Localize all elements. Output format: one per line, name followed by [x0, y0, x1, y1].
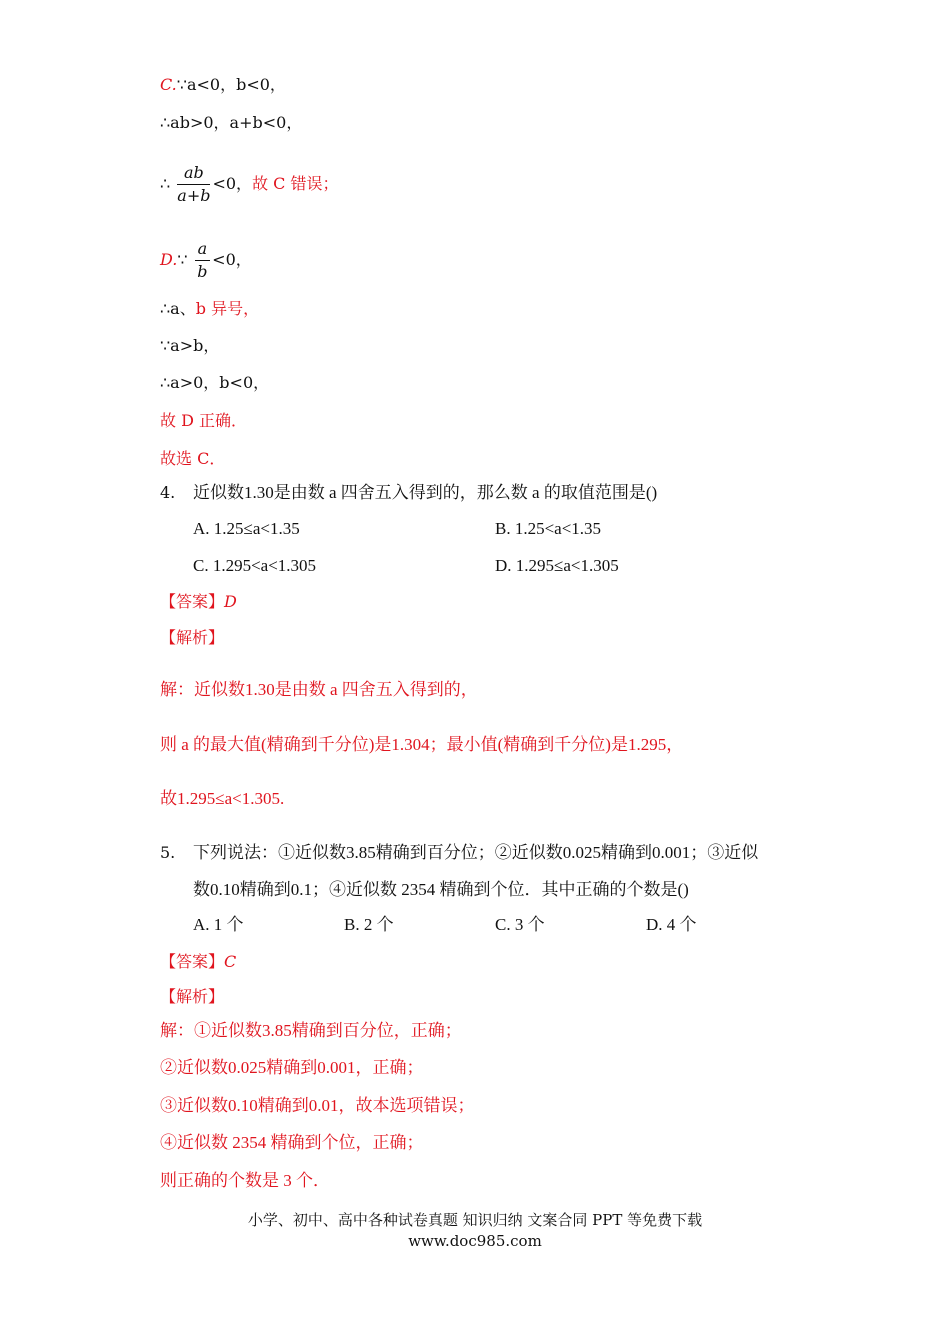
q3-d-label: D.: [160, 250, 178, 269]
footer-tagline: 小学、初中、高中各种试卷真题 知识归纳 文案合同 PPT 等免费下载: [247, 1211, 703, 1229]
q5-number: 5.: [160, 843, 176, 862]
q5-analysis-label: 【解析】: [160, 987, 225, 1006]
q3-c-line3: [160, 162, 338, 207]
q5-stem-line2: 数0.10精确到0.1；④近似数 2354 精确到个位．其中正确的个数是(): [193, 880, 689, 899]
q5-analysis-line2: ②近似数0.025精确到0.001，正确；: [160, 1058, 424, 1077]
q3-d-line2-a: ∴a、: [160, 299, 196, 318]
q3-d-because: ∵: [177, 250, 188, 269]
q3-c-conclusion: 故 C 错误；: [252, 174, 339, 193]
q3-d-line2-b: b 异号，: [195, 299, 260, 318]
q3-c-frac-numerator: ab: [177, 162, 210, 185]
q5-analysis-line4: ④近似数 2354 精确到个位，正确；: [160, 1133, 424, 1152]
q3-d-ineq: <0，: [212, 250, 252, 269]
q4-answer-value: D: [224, 592, 237, 611]
q3-d-line2: [160, 298, 259, 320]
q5-analysis-line5: 则正确的个数是 3 个．: [160, 1171, 330, 1190]
q4-answer-label: 【答案】: [160, 592, 225, 611]
q3-c-frac-denominator: a+b: [177, 186, 211, 205]
q5-answer-value: C: [224, 952, 237, 971]
q3-d-line3: ∵a>b，: [160, 336, 220, 355]
q3-d-line5: 故 D 正确．: [160, 411, 248, 430]
q3-c-ineq: <0，: [212, 174, 253, 193]
q3-d-line1: [160, 238, 252, 283]
q4-analysis-line3: 故1.295≤a<1.305.: [160, 789, 285, 808]
q4-number: 4.: [160, 483, 176, 502]
q5-analysis-line3: ③近似数0.10精确到0.01，故本选项错误；: [160, 1096, 475, 1115]
q3-d-fraction: [195, 238, 211, 283]
q3-c-line1: [160, 74, 286, 96]
q4-analysis-line2: 则 a 的最大值(精确到千分位)是1.304；最小值(精确到千分位)是1.295，: [160, 735, 684, 754]
q4-answer: [160, 591, 237, 613]
q4-option-b: B. 1.25<a<1.35: [495, 519, 602, 538]
q5-answer: [160, 951, 236, 973]
q5-option-a: A. 1 个: [193, 915, 244, 934]
q5-answer-label: 【答案】: [160, 952, 225, 971]
q3-d-frac-numerator: a: [195, 238, 211, 261]
q3-d-line4: ∴a>0，b<0，: [160, 373, 270, 392]
q5-stem-line1: 下列说法：①近似数3.85精确到百分位；②近似数0.025精确到0.001；③近似: [193, 843, 759, 862]
q5-option-b: B. 2 个: [344, 915, 394, 934]
q3-c-condition: ∵a<0，b<0，: [176, 75, 286, 94]
q5-option-d: D. 4 个: [646, 915, 697, 934]
q3-d-frac-denominator: b: [197, 262, 208, 281]
q3-c-fraction: [177, 162, 210, 207]
q3-c-line2: ∴ab>0，a+b<0，: [160, 113, 303, 132]
q4-option-c: C. 1.295<a<1.305: [193, 556, 317, 575]
q5-option-c: C. 3 个: [495, 915, 545, 934]
q4-option-d: D. 1.295≤a<1.305: [495, 556, 619, 575]
footer-url[interactable]: www.doc985.com: [408, 1232, 542, 1250]
q4-analysis-label: 【解析】: [160, 628, 225, 647]
q3-c-therefore: ∴: [160, 174, 171, 193]
q3-c-label: C.: [160, 75, 177, 94]
q5-analysis-line1: 解：①近似数3.85精确到百分位，正确；: [160, 1021, 462, 1040]
q4-option-a: A. 1.25≤a<1.35: [193, 519, 300, 538]
q4-stem: 近似数1.30是由数 a 四舍五入得到的，那么数 a 的取值范围是(): [193, 483, 658, 502]
q4-analysis-line1: 解：近似数1.30是由数 a 四舍五入得到的，: [160, 680, 478, 699]
q3-final-choice: 故选 C．: [160, 449, 226, 468]
